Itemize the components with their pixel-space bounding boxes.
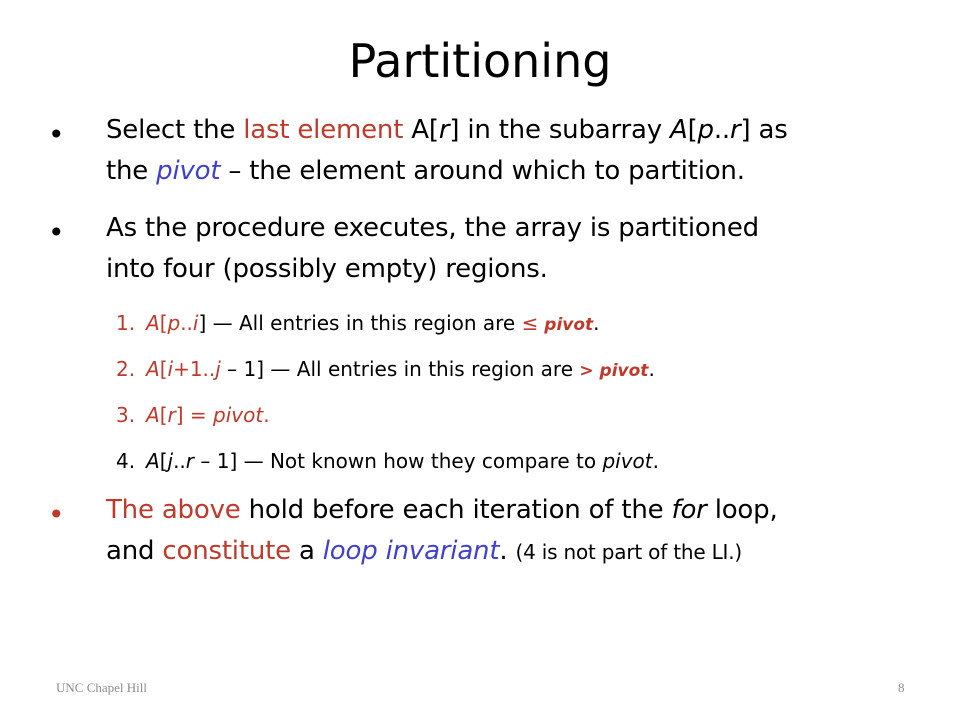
the-above-emphasis: The above [106,495,241,525]
text-run: p [697,115,714,145]
subitem-number: 2. [116,357,136,381]
subitem-region-le-pivot [146,308,600,340]
text-run: r [185,449,195,473]
text-run: ] in the subarray [449,115,670,145]
text-run: A [146,311,160,335]
text-run: ] as [740,115,788,145]
text-run: ] = [175,403,214,427]
subitem-pivot-position [146,400,270,430]
text-run: a [290,536,323,566]
li-note: (4 is not part of the LI.) [515,540,742,564]
subitem-number: 3. [116,403,136,427]
le-symbol: ≤ [521,311,539,335]
text-run: – the element around which to partition. [220,156,745,186]
text-run: . [652,449,659,473]
text-run: [ [159,357,168,381]
pivot-emphasis: pivot [538,315,594,335]
text-run: j [215,357,221,381]
text-run: A [146,449,160,473]
last-element-emphasis: last element [243,115,404,145]
text-run: [ [159,449,168,473]
text-run: pivot [213,403,264,427]
text-run: . [499,536,516,566]
subitem-region-gt-pivot [146,354,655,386]
text-run: – 1] — All entries in this region are [220,357,580,381]
text-run: loop, [706,495,778,525]
text-run: A[ [403,115,439,145]
text-run: . [263,403,270,427]
subitem-number: 4. [116,449,136,473]
text-run: A [146,403,160,427]
text-run: [ [687,115,698,145]
loop-invariant-emphasis: loop invariant [322,536,500,566]
text-run: and [106,536,163,566]
gt-symbol: > [579,361,594,381]
text-run: . [648,357,655,381]
text-run: A [146,357,160,381]
text-run: into four (possibly empty) regions. [106,254,548,284]
footer-institution: UNC Chapel Hill [56,680,147,695]
bullet-pivot-selection [106,110,926,192]
text-run: A [670,115,688,145]
text-run: i [167,357,174,381]
text-run: . [593,311,600,335]
text-run: [ [159,403,168,427]
text-run: the [106,156,157,186]
text-run: [ [159,311,168,335]
text-run: ] — All entries in this region are [198,311,522,335]
text-run: +1.. [173,357,216,381]
page-number: 8 [898,680,905,695]
text-run: As the procedure executes, the array is partitioned [106,213,759,243]
bullet-icon: • [48,498,65,531]
slide-title: Partitioning [348,34,612,88]
for-keyword: for [671,495,707,525]
subitem-number: 1. [116,311,136,335]
text-run: .. [173,449,186,473]
text-run: r [438,115,450,145]
bullet-four-regions [106,208,926,290]
text-run: – 1] — Not known how they compare to [194,449,603,473]
bullet-loop-invariant [106,490,926,573]
text-run: pivot [602,449,653,473]
text-run: hold before each iteration of the [240,495,672,525]
text-run: Select the [106,115,244,145]
pivot-emphasis: pivot [156,156,221,186]
bullet-icon: • [48,216,65,249]
pivot-emphasis: pivot [593,361,649,381]
text-run: j [167,449,174,473]
text-run: .. [713,115,730,145]
text-run: r [730,115,741,145]
text-run: r [167,403,176,427]
constitute-emphasis: constitute [162,536,291,566]
subitem-unknown-region [146,446,659,476]
text-run: i [192,311,199,335]
bullet-icon: • [48,118,65,151]
text-run: .. [180,311,193,335]
text-run: p [167,311,181,335]
